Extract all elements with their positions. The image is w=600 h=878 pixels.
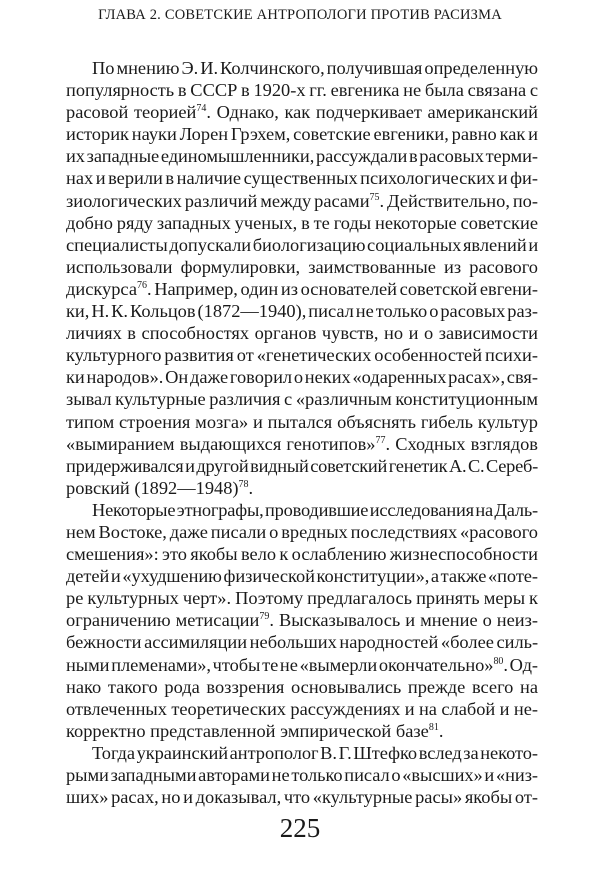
text-line xyxy=(66,742,538,764)
text-run: бежности ассимиляции небольших народностей «более силь- xyxy=(66,632,539,653)
text-run: . Например, один из основателей советской евгени- xyxy=(146,278,538,299)
text-run: специалисты допускали биологизацию социальных явлений и xyxy=(66,234,539,255)
text-run: культурного развития от «генетических особенностей психи- xyxy=(66,345,538,366)
text-run: Тогда украинский антрополог В. Г. Штефко вслед за некото- xyxy=(92,742,538,763)
text-line xyxy=(66,609,538,631)
paragraph xyxy=(66,499,538,742)
text-line xyxy=(66,411,538,433)
text-line xyxy=(66,654,538,676)
text-line xyxy=(66,698,538,720)
text-run: . Сходных взглядов xyxy=(385,433,538,454)
text-line xyxy=(66,278,538,300)
text-run: личиях в способностях органов чувств, но и о зависимости xyxy=(66,323,538,344)
text-run: . Действительно, по- xyxy=(379,190,538,211)
text-run: «вымиранием выдающихся генотипов» xyxy=(66,433,376,454)
text-run: зиологических различий между расами xyxy=(66,190,370,211)
text-line xyxy=(66,322,538,344)
text-line xyxy=(66,234,538,256)
text-line xyxy=(66,786,538,808)
footnote-ref: 76 xyxy=(136,279,147,291)
footnote-ref: 78 xyxy=(238,478,249,490)
text-line xyxy=(66,57,538,79)
text-line xyxy=(66,764,538,786)
running-header: ГЛАВА 2. СОВЕТСКИЕ АНТРОПОЛОГИ ПРОТИВ РАСИЗМА xyxy=(98,7,502,23)
footnote-ref: 81 xyxy=(428,721,439,733)
text-line xyxy=(66,145,538,167)
text-line xyxy=(66,366,538,388)
text-run: расовой теорией xyxy=(66,102,197,123)
body-text xyxy=(66,57,538,808)
text-line xyxy=(66,79,538,101)
text-line xyxy=(66,631,538,653)
text-run: ными племенами», чтобы те не «вымерли окончательно» xyxy=(66,654,494,675)
text-line xyxy=(66,720,538,742)
text-run: типом строения мозга» и пытался объяснять гибель культур xyxy=(66,411,538,432)
text-run: отвлеченных теоретических рассуждениях и на слабой и не- xyxy=(66,698,538,719)
text-run: ровский (1892—1948) xyxy=(66,477,239,498)
text-line xyxy=(66,543,538,565)
text-run: . xyxy=(438,720,444,741)
text-run: нем Востоке, даже писали о вредных последствиях «расового xyxy=(66,521,538,542)
text-line xyxy=(66,167,538,189)
text-run: ки народов». Он даже говорил о неких «одаренных расах», свя- xyxy=(66,367,538,388)
text-line xyxy=(66,123,538,145)
text-line xyxy=(66,101,538,123)
text-line xyxy=(66,587,538,609)
text-line xyxy=(66,433,538,455)
footnote-ref: 75 xyxy=(369,191,380,203)
text-run: их западные единомышленники, рассуждали в расовых терми- xyxy=(66,146,538,167)
text-run: добно ряду западных ученых, в те годы некоторые советские xyxy=(66,212,538,233)
text-line xyxy=(66,212,538,234)
text-run: Некоторые этнографы, проводившие исследования на Даль- xyxy=(92,499,538,520)
text-run: По мнению Э. И. Колчинского, получившая определенную xyxy=(92,58,538,78)
text-line xyxy=(66,256,538,278)
page-number: 225 xyxy=(279,813,321,843)
footnote-ref: 77 xyxy=(375,434,386,446)
text-run: историк науки Лорен Грэхем, советские евгеники, равно как и xyxy=(66,124,538,145)
text-line xyxy=(66,565,538,587)
text-run: ре культурных черт». Поэтому предлагалось принять меры к xyxy=(66,588,538,609)
text-run: . Однако, как подчеркивает американский xyxy=(206,102,538,123)
text-line xyxy=(66,477,538,499)
text-run: придерживался и другой видный советский генетик А. С. Сереб- xyxy=(66,455,538,476)
footnote-ref: 79 xyxy=(259,611,270,623)
paragraph xyxy=(66,57,538,499)
text-run: детей и «ухудшению физической конституции», а также «поте- xyxy=(66,566,538,587)
text-run: ших» расах, но и доказывал, что «культурные расы» якобы от- xyxy=(66,787,538,808)
text-line xyxy=(66,499,538,521)
text-run: использовали формулировки, заимствованные из расового xyxy=(66,256,538,277)
text-line xyxy=(66,388,538,410)
text-line xyxy=(66,455,538,477)
text-line xyxy=(66,190,538,212)
text-line xyxy=(66,521,538,543)
text-run: корректно представленной эмпирической базе xyxy=(66,720,429,741)
text-run: ограничению метисации xyxy=(66,610,260,631)
text-line xyxy=(66,344,538,366)
text-line xyxy=(66,676,538,698)
text-run: смешения»: это якобы вело к ослаблению жизнеспособности xyxy=(66,544,538,565)
footnote-ref: 80 xyxy=(493,655,504,667)
text-line xyxy=(66,300,538,322)
text-run: ки, Н. К. Кольцов (1872—1940), писал не только о расовых раз- xyxy=(66,301,538,322)
text-run: нах и верили в наличие существенных психологических и фи- xyxy=(66,168,538,189)
text-run: рыми западными авторами не только писал о «высших» и «низ- xyxy=(66,765,538,785)
text-run: . Высказывалось и мнение о неиз- xyxy=(269,610,539,631)
text-run: нако такого рода воззрения основывались прежде всего на xyxy=(66,676,538,697)
paragraph xyxy=(66,742,538,808)
text-run: зывал культурные различия с «различным конституционным xyxy=(66,389,538,410)
text-run: популярность в СССР в 1920-х гг. евгеника не была связана с xyxy=(66,80,538,101)
text-run: дискурса xyxy=(66,278,137,299)
text-run: . Од- xyxy=(503,654,538,675)
text-run: . xyxy=(248,477,254,498)
footnote-ref: 74 xyxy=(196,103,207,115)
